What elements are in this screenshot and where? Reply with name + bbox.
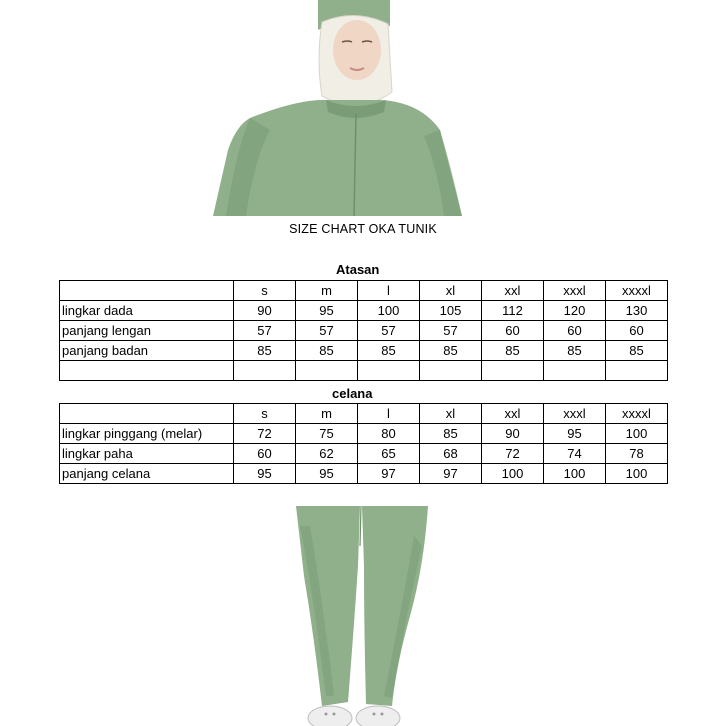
table-cell: 85	[482, 341, 544, 361]
table-cell: 65	[358, 444, 420, 464]
table-cell: 95	[544, 424, 606, 444]
tunic-illustration	[0, 0, 726, 216]
table-cell: 57	[358, 321, 420, 341]
table-cell: 100	[358, 301, 420, 321]
size-header-cell: xl	[420, 281, 482, 301]
size-header-cell: l	[358, 404, 420, 424]
row-label: panjang celana	[60, 464, 234, 484]
table-cell: 57	[296, 321, 358, 341]
table-cell: 100	[544, 464, 606, 484]
model-pants-photo	[0, 506, 726, 726]
pants-illustration	[0, 506, 726, 726]
table-cell: 97	[420, 464, 482, 484]
table-cell: 60	[482, 321, 544, 341]
empty-cell	[60, 361, 234, 381]
empty-cell	[482, 361, 544, 381]
empty-cell	[358, 361, 420, 381]
size-header-cell: xl	[420, 404, 482, 424]
row-label: lingkar dada	[60, 301, 234, 321]
table-row	[60, 301, 668, 321]
celana-heading: celana	[332, 386, 373, 401]
table-cell: 85	[234, 341, 296, 361]
table-cell: 105	[420, 301, 482, 321]
size-header-cell: xxl	[482, 281, 544, 301]
table-cell: 72	[234, 424, 296, 444]
atasan-table	[59, 280, 668, 381]
table-cell: 95	[234, 464, 296, 484]
table-cell: 85	[420, 341, 482, 361]
table-cell: 57	[234, 321, 296, 341]
table-cell: 100	[482, 464, 544, 484]
table-cell: 62	[296, 444, 358, 464]
row-label: panjang lengan	[60, 321, 234, 341]
table-cell: 60	[606, 321, 668, 341]
table-cell: 100	[606, 464, 668, 484]
row-label: lingkar pinggang (melar)	[60, 424, 234, 444]
celana-table	[59, 403, 668, 484]
table-cell: 112	[482, 301, 544, 321]
table-cell: 90	[234, 301, 296, 321]
header-blank-cell	[60, 404, 234, 424]
header-blank-cell	[60, 281, 234, 301]
table-row	[60, 464, 668, 484]
empty-cell	[234, 361, 296, 381]
table-cell: 57	[420, 321, 482, 341]
empty-row	[60, 361, 668, 381]
empty-cell	[420, 361, 482, 381]
size-header-cell: s	[234, 404, 296, 424]
table-cell: 74	[544, 444, 606, 464]
table-cell: 95	[296, 301, 358, 321]
table-row	[60, 444, 668, 464]
row-label: panjang badan	[60, 341, 234, 361]
size-header-cell: xxxl	[544, 281, 606, 301]
table-cell: 120	[544, 301, 606, 321]
table-cell: 85	[420, 424, 482, 444]
table-row	[60, 424, 668, 444]
size-header-cell: xxxxl	[606, 404, 668, 424]
table-cell: 78	[606, 444, 668, 464]
table-cell: 85	[606, 341, 668, 361]
table-cell: 60	[544, 321, 606, 341]
table-cell: 97	[358, 464, 420, 484]
table-cell: 68	[420, 444, 482, 464]
table-row	[60, 321, 668, 341]
size-header-row	[60, 404, 668, 424]
table-cell: 80	[358, 424, 420, 444]
table-cell: 130	[606, 301, 668, 321]
size-chart-title: SIZE CHART OKA TUNIK	[289, 222, 437, 236]
table-cell: 60	[234, 444, 296, 464]
table-cell: 85	[358, 341, 420, 361]
size-header-cell: xxl	[482, 404, 544, 424]
empty-cell	[606, 361, 668, 381]
atasan-heading: Atasan	[336, 262, 380, 277]
table-cell: 75	[296, 424, 358, 444]
table-cell: 95	[296, 464, 358, 484]
table-cell: 85	[296, 341, 358, 361]
size-header-cell: m	[296, 281, 358, 301]
size-header-cell: xxxl	[544, 404, 606, 424]
row-label: lingkar paha	[60, 444, 234, 464]
size-header-cell: l	[358, 281, 420, 301]
table-row	[60, 341, 668, 361]
model-top-photo	[0, 0, 726, 216]
empty-cell	[296, 361, 358, 381]
table-cell: 72	[482, 444, 544, 464]
size-header-cell: m	[296, 404, 358, 424]
size-header-cell: xxxxl	[606, 281, 668, 301]
size-header-row	[60, 281, 668, 301]
empty-cell	[544, 361, 606, 381]
size-header-cell: s	[234, 281, 296, 301]
table-cell: 100	[606, 424, 668, 444]
table-cell: 85	[544, 341, 606, 361]
table-cell: 90	[482, 424, 544, 444]
